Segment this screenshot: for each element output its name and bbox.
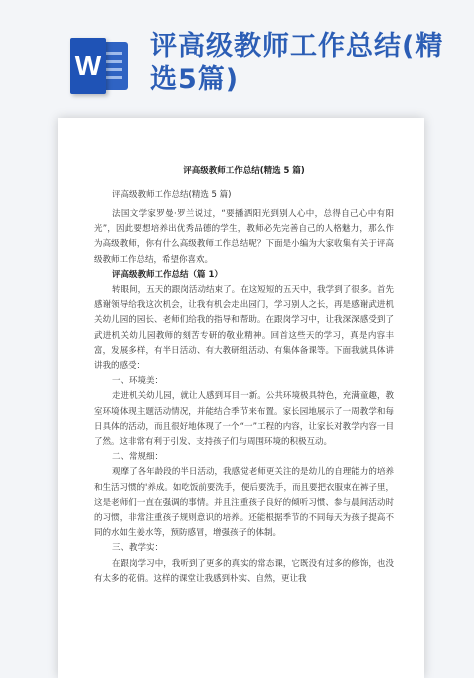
paragraph: 在跟岗学习中，我听到了更多的真实的常态课，它既没有过多的修饰，也没有太多的花俏。这样的课堂让我感到朴实、自然，更让我 bbox=[94, 558, 394, 584]
header bbox=[0, 0, 474, 112]
subheading: 二、常规细： bbox=[112, 452, 164, 463]
word-document-icon bbox=[70, 38, 128, 94]
document-body bbox=[94, 164, 394, 587]
paragraph: 观摩了各年龄段的半日活动，我感觉老师更关注的是幼儿的自理能力的培养和生活习惯的'养成。如吃饭前要洗手，便后要洗手，而且要把衣服束在裤子里，这是老师们一直在强调的事情。并且注重孩子良好的倾听习惯、参与晨间活动时的习惯，非常注重孩子规则意识的培养。还能根据季节的不同每天为孩子提高不同的水如生姜水等，预防感冒，增强孩子的体制。 bbox=[94, 467, 394, 539]
section-heading: 评高级教师工作总结（篇 1） bbox=[112, 269, 223, 280]
subheading: 三、教学实： bbox=[112, 543, 164, 554]
paragraph-intro: 法国文学家罗曼·罗兰说过，“要播洒阳光到别人心中，总得自己心中有阳光”，因此要想培养出优秀品德的学生，教师必先完善自己的人格魅力，那么作为高级教师，你有什么高级教师工作总结呢？下面是小编为大家收集有关于评高级教师工作总结，希望你喜欢。 bbox=[94, 209, 394, 265]
document-subtitle: 评高级教师工作总结(精选 5 篇) bbox=[112, 190, 232, 200]
subheading: 一、环境美： bbox=[112, 376, 164, 387]
banner-title: 评高级教师工作总结(精选5篇) bbox=[150, 31, 444, 95]
page-fade bbox=[58, 658, 424, 678]
document-page bbox=[58, 118, 424, 678]
paragraph: 走进机关幼儿园，就让人感到耳目一新。公共环境极具特色，充满童趣，教室环境体现主题活动情况，并能结合季节来布置。家长园地展示了一周教学和每日具体的活动，而且很好地体现了一个“一”工程的内容，让家长对教学内容一目了然。这非常有利于引发、支持孩子们与周围环境的积极互动。 bbox=[94, 391, 394, 448]
word-icon-letter: W bbox=[70, 38, 106, 94]
document-title: 评高级教师工作总结(精选 5 篇) bbox=[183, 166, 305, 176]
paragraph: 转眼间，五天的跟岗活动结束了。在这短短的五天中，我学到了很多。首先感谢领导给我这次机会，让我有机会走出园门，学习别人之长，再是感谢武进机关幼儿园的园长、老师们给我的指导和帮助。在跟岗学习中，让我深深感受到了武进机关幼儿园教师的刻苦专研的敬业精神。回首这些天的学习，真是内容丰富，发展多样，有半日活动、有大教研组活动、有集体备课等。下面我就具体讲讲我的感受： bbox=[94, 285, 394, 372]
